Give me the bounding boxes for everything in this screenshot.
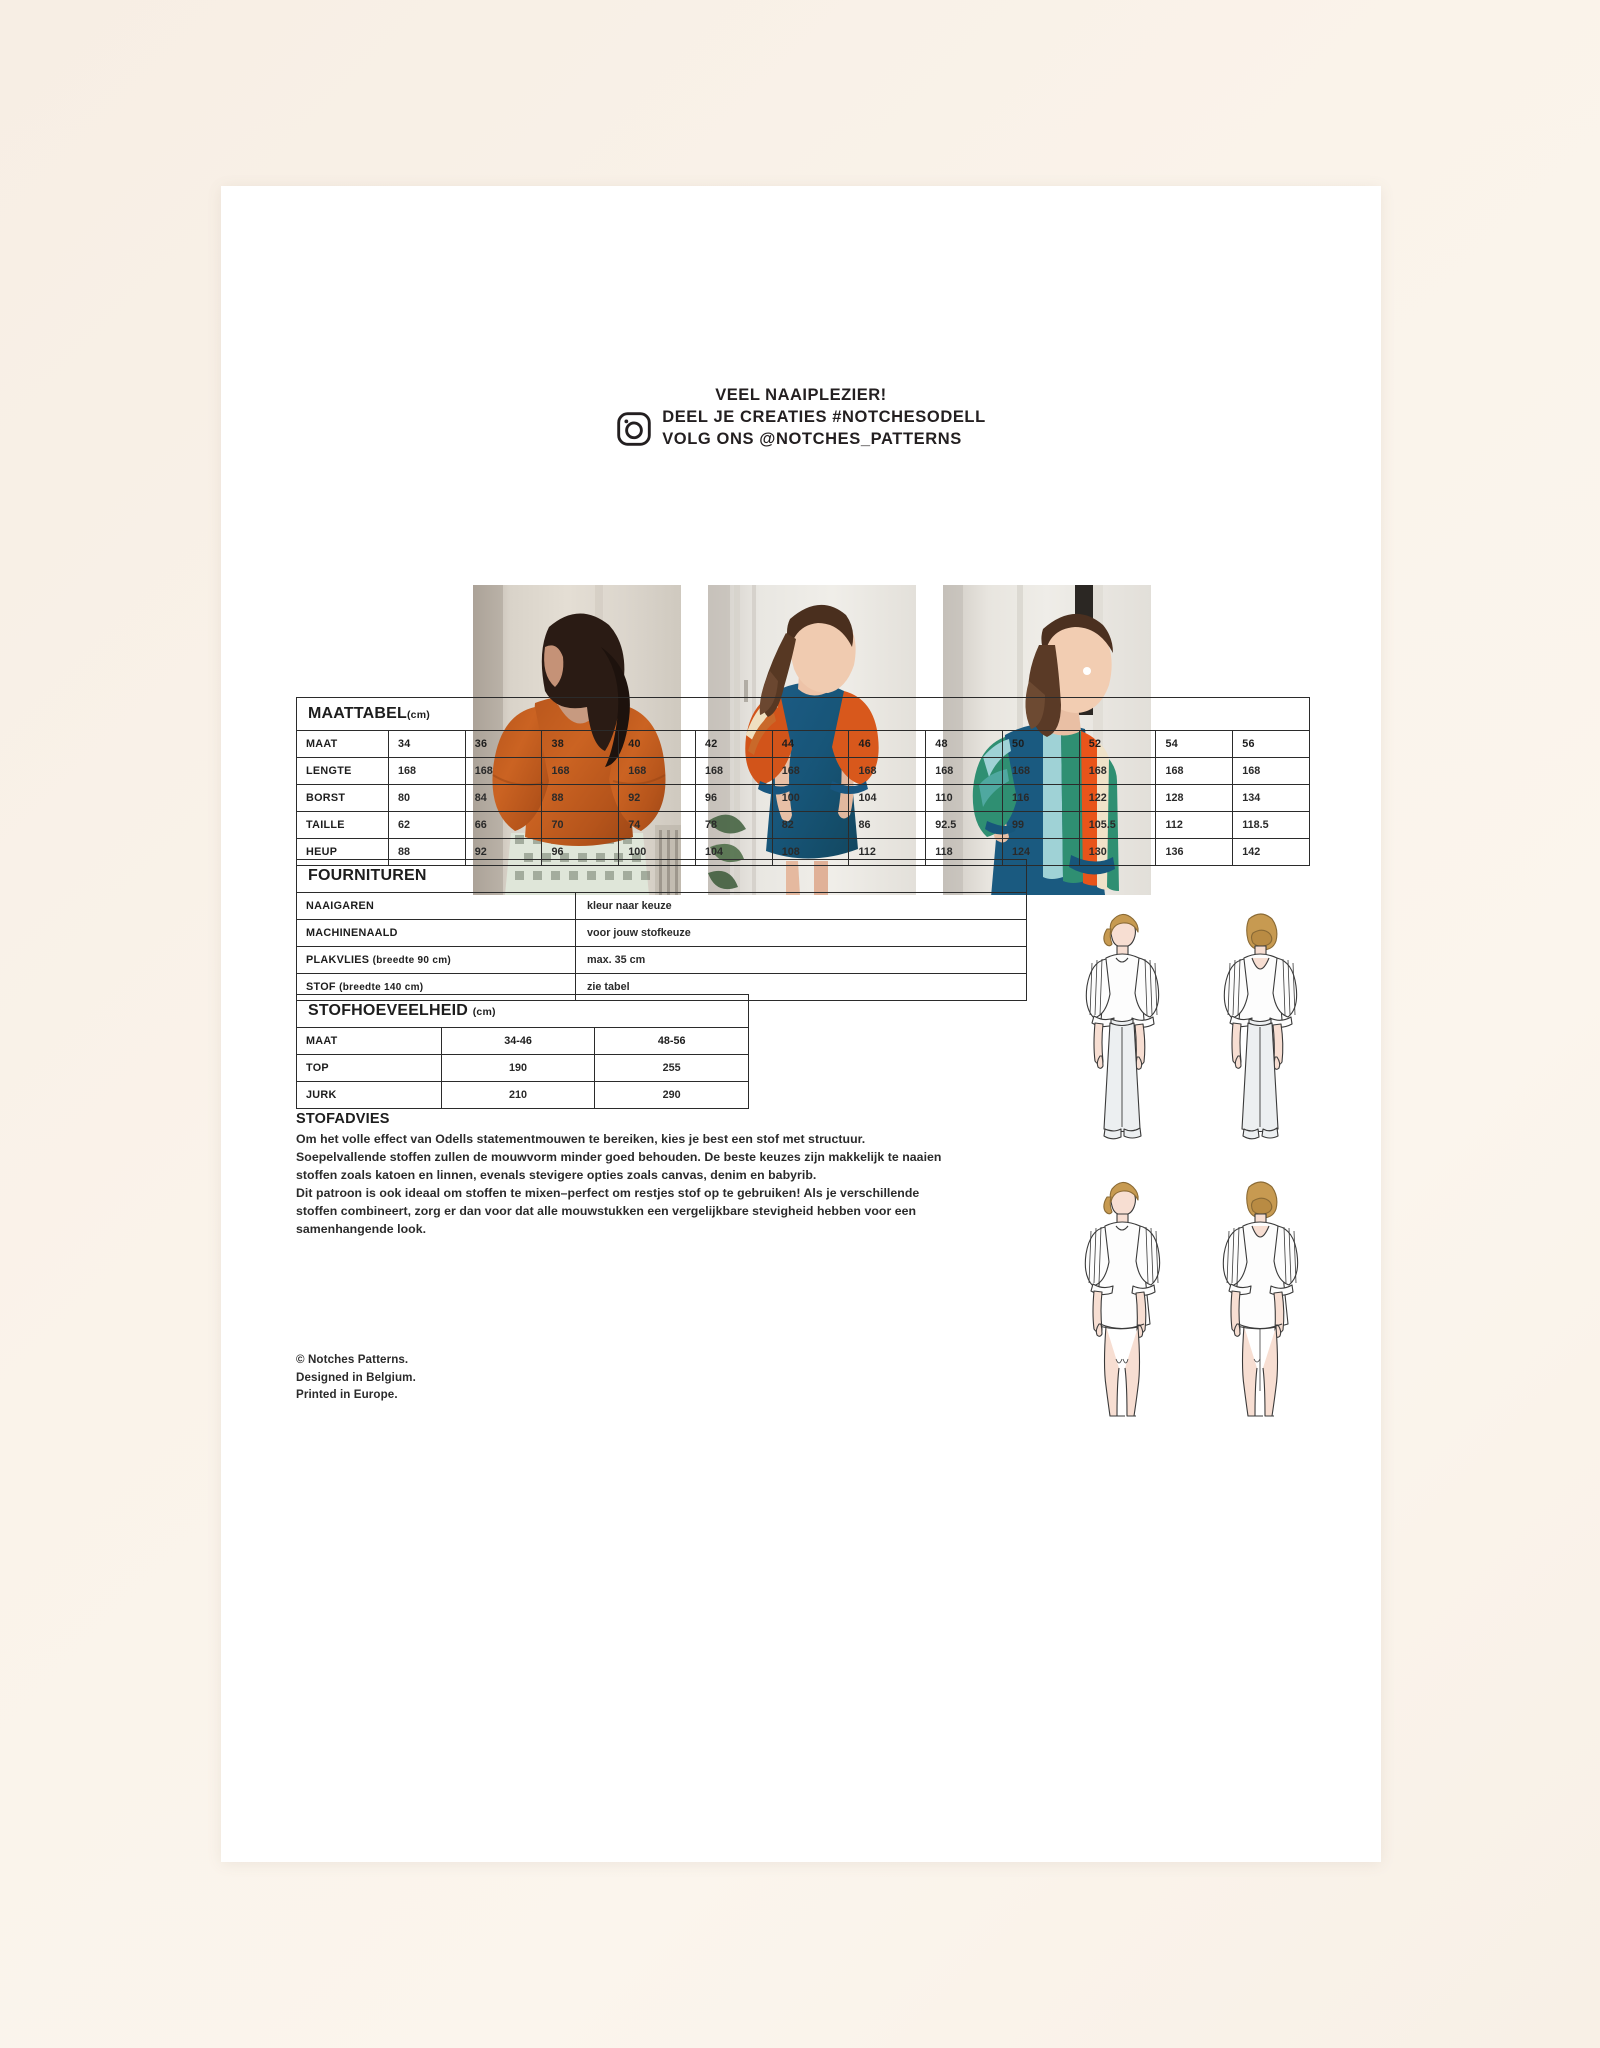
cell: 130 <box>1079 839 1156 866</box>
footer-credits <box>296 1351 416 1404</box>
cell: 168 <box>695 758 772 785</box>
maattabel-title-text: MAATTABEL <box>308 705 407 722</box>
cell: 88 <box>542 785 619 812</box>
cell: 82 <box>772 812 849 839</box>
notion-value: kleur naar keuze <box>576 893 1027 920</box>
column-header-size-range-1: 34-46 <box>441 1028 595 1055</box>
cell: 118.5 <box>1233 812 1310 839</box>
table-title-row <box>297 995 749 1028</box>
row-label: TAILLE <box>297 812 389 839</box>
table-row <box>297 893 1027 920</box>
cell: 66 <box>465 812 542 839</box>
notion-name: PLAKVLIES <box>306 954 370 966</box>
row-label <box>297 893 576 920</box>
cell: 168 <box>542 758 619 785</box>
cell: 112 <box>849 839 926 866</box>
row-label: HEUP <box>297 839 389 866</box>
table-row <box>297 785 1310 812</box>
size-header: 38 <box>542 731 619 758</box>
cell: 105.5 <box>1079 812 1156 839</box>
pattern-instruction-page <box>221 186 1381 1862</box>
instagram-row <box>616 408 986 450</box>
cell: 104 <box>849 785 926 812</box>
cell: 88 <box>388 839 465 866</box>
stofadvies-heading: STOFADVIES <box>296 1111 390 1127</box>
instagram-handle-line: VOLG ONS @NOTCHES_PATTERNS <box>662 429 962 448</box>
cell: 96 <box>542 839 619 866</box>
top-back-view <box>1197 901 1323 1151</box>
top-front-view <box>1059 901 1185 1151</box>
column-header-size-range-2: 48-56 <box>595 1028 749 1055</box>
row-label <box>297 947 576 974</box>
cell: 210 <box>441 1082 595 1109</box>
table-row <box>297 947 1027 974</box>
size-header: 48 <box>926 731 1003 758</box>
table-title-row <box>297 860 1027 893</box>
cell: 108 <box>772 839 849 866</box>
stofhoeveelheid-title <box>297 995 749 1028</box>
cell: 168 <box>388 758 465 785</box>
cell: 74 <box>619 812 696 839</box>
row-label <box>297 920 576 947</box>
copyright-line: © Notches Patterns. <box>296 1353 409 1366</box>
cell: 128 <box>1156 785 1233 812</box>
cell: 84 <box>465 785 542 812</box>
designed-in-line: Designed in Belgium. <box>296 1370 416 1384</box>
maattabel-unit: (cm) <box>406 709 430 721</box>
cell: 190 <box>441 1055 595 1082</box>
cell: 116 <box>1002 785 1079 812</box>
cell: 168 <box>849 758 926 785</box>
notion-name: NAAIGAREN <box>306 900 375 912</box>
row-label: LENGTE <box>297 758 389 785</box>
notions-table <box>296 859 1027 1001</box>
cell: 168 <box>926 758 1003 785</box>
notion-subnote: (breedte 140 cm) <box>339 982 424 993</box>
cell: 86 <box>849 812 926 839</box>
cell: 122 <box>1079 785 1156 812</box>
notion-value: voor jouw stofkeuze <box>576 920 1027 947</box>
cell: 255 <box>595 1055 749 1082</box>
fabric-requirement-table <box>296 994 749 1109</box>
dress-views-row <box>1031 1169 1351 1419</box>
cell: 124 <box>1002 839 1079 866</box>
row-label-jurk: JURK <box>297 1082 442 1109</box>
cell: 168 <box>465 758 542 785</box>
cell: 168 <box>1079 758 1156 785</box>
cell: 136 <box>1156 839 1233 866</box>
cell: 96 <box>695 785 772 812</box>
notion-name: MACHINENAALD <box>306 927 398 939</box>
cell: 168 <box>1156 758 1233 785</box>
stofhoeveelheid-unit: (cm) <box>472 1006 496 1018</box>
instagram-hashtag-line: DEEL JE CREATIES #NOTCHESODELL <box>662 408 986 426</box>
table-row <box>297 1055 749 1082</box>
cell: 92.5 <box>926 812 1003 839</box>
cell: 104 <box>695 839 772 866</box>
dress-back-view <box>1197 1169 1323 1419</box>
cell: 100 <box>619 839 696 866</box>
size-header: 42 <box>695 731 772 758</box>
size-header: 52 <box>1079 731 1156 758</box>
fabric-advice-section <box>296 1111 956 1239</box>
fournituren-title: FOURNITUREN <box>297 860 1027 893</box>
cell: 290 <box>595 1082 749 1109</box>
size-header: 40 <box>619 731 696 758</box>
notion-name: STOF <box>306 981 336 993</box>
table-row <box>297 812 1310 839</box>
cell: 168 <box>772 758 849 785</box>
size-header: 44 <box>772 731 849 758</box>
row-label: BORST <box>297 785 389 812</box>
cell: 70 <box>542 812 619 839</box>
size-header: 34 <box>388 731 465 758</box>
notion-value: max. 35 cm <box>576 947 1027 974</box>
row-label-top: TOP <box>297 1055 442 1082</box>
size-header: 56 <box>1233 731 1310 758</box>
size-header: 36 <box>465 731 542 758</box>
table-header-row <box>297 731 1310 758</box>
maattabel-title <box>297 698 1310 731</box>
dress-front-view <box>1059 1169 1185 1419</box>
column-header-maat: MAAT <box>297 731 389 758</box>
cell: 110 <box>926 785 1003 812</box>
cell: 112 <box>1156 812 1233 839</box>
cell: 142 <box>1233 839 1310 866</box>
stofhoeveelheid-title-text: STOFHOEVEELHEID <box>308 1002 469 1019</box>
notion-value: zie tabel <box>576 974 1027 1001</box>
table-row <box>297 920 1027 947</box>
cell: 168 <box>619 758 696 785</box>
size-header: 54 <box>1156 731 1233 758</box>
top-views-row <box>1031 901 1351 1151</box>
size-chart-table <box>296 697 1310 866</box>
cell: 92 <box>619 785 696 812</box>
stofadvies-paragraph-2: Dit patroon is ook ideaal om stoffen te mixen–perfect om restjes stof op te gebruiken! Als je verschillende stoffen combineert, zorg er dan voor dat alle mouwstukken een vergelijkbare stevigheid hebben voor een samenhangende look. <box>296 1185 920 1236</box>
printed-in-line: Printed in Europe. <box>296 1388 398 1402</box>
size-header: 46 <box>849 731 926 758</box>
technical-line-drawings <box>1031 901 1351 1419</box>
cell: 92 <box>465 839 542 866</box>
cell: 78 <box>695 812 772 839</box>
column-header-maat: MAAT <box>297 1028 442 1055</box>
cell: 80 <box>388 785 465 812</box>
size-header: 50 <box>1002 731 1079 758</box>
cell: 134 <box>1233 785 1310 812</box>
instagram-camera-icon <box>616 411 652 447</box>
cell: 118 <box>926 839 1003 866</box>
cell: 168 <box>1233 758 1310 785</box>
social-header <box>221 386 1381 450</box>
cell: 100 <box>772 785 849 812</box>
cell: 62 <box>388 812 465 839</box>
table-row <box>297 758 1310 785</box>
stofadvies-paragraph-1: Om het volle effect van Odells statementmouwen te bereiken, kies je best een stof met structuur. Soepelvallende stoffen zullen de mouwvorm minder goed behouden. De beste keuzes zijn makkelijk te naaien stoffen zoals katoen en linnen, evenals stevigere opties zoals canvas, denim en babyrib. <box>296 1132 942 1182</box>
cell: 168 <box>1002 758 1079 785</box>
cell: 99 <box>1002 812 1079 839</box>
veel-naaiplezier-heading: VEEL NAAIPLEZIER! <box>715 386 887 404</box>
table-row <box>297 1082 749 1109</box>
table-header-row <box>297 1028 749 1055</box>
table-title-row <box>297 698 1310 731</box>
notion-subnote: (breedte 90 cm) <box>372 955 452 966</box>
